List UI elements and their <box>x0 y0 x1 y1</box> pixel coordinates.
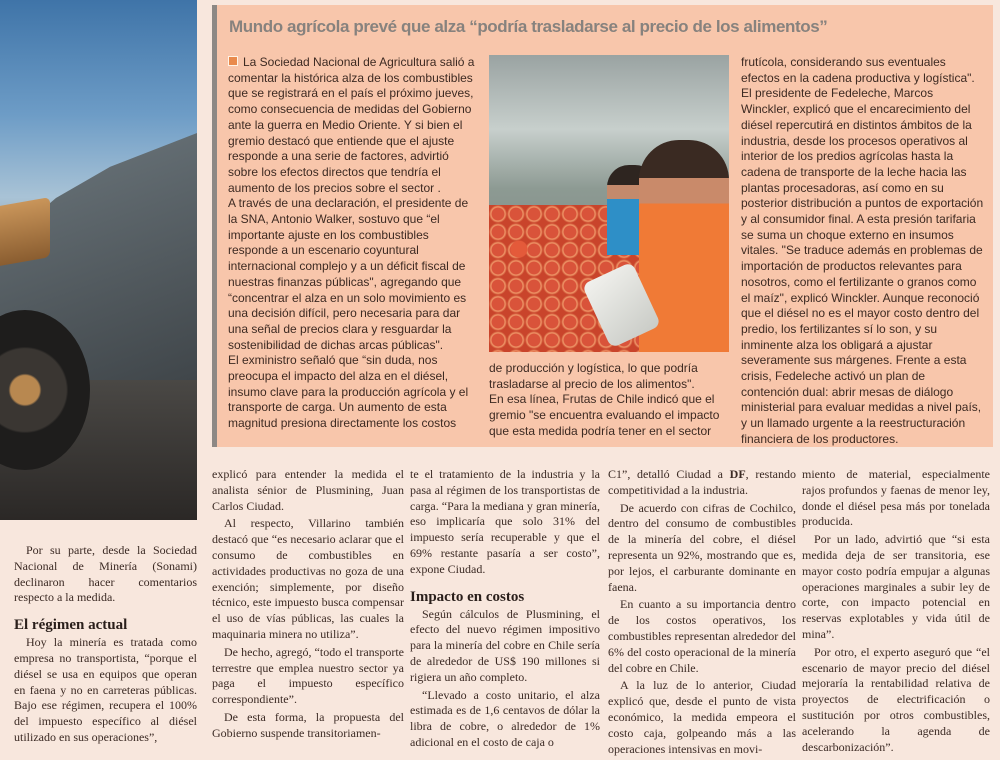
section-heading: El régimen actual <box>14 617 128 634</box>
article-column-3 <box>410 467 600 753</box>
article-paragraph: “Llevado a costo unitario, el alza estimada es de 1,6 centavos de dólar la libra de cobre, o alrededor de 1% adicional en el costo de caja o <box>410 687 600 749</box>
article-paragraph: En cuanto a su importancia dentro de los costos operativos, los combustibles representan alrededor del 6% del costo operacional de la minería del cobre en Chile. <box>608 597 796 675</box>
publication-name: DF <box>729 467 746 481</box>
sidebar-paragraph: A través de una declaración, el presidente de la SNA, Antonio Walker, sostuvo que “el importante ajuste en los combustibles responde a un escenario coyuntural internacional complejo y a un déficit fiscal de nuestras finanzas públicas", agregando que “concentrar el alza en un solo movimiento es una decisión difícil, pero necesaria para dar una señal de precios clara y resguardar la sostenibilidad de dichas arcas públicas". <box>228 196 469 352</box>
sidebar-paragraph: El exministro señaló que “sin duda, nos preocupa el impacto del alza en el diésel, insumo clave para la producción agrícola y el transporte de carga. Un aumento de esta magnitud presiona directamente los costos <box>228 353 469 431</box>
sidebar-box <box>212 5 993 447</box>
article-paragraph <box>608 467 796 499</box>
article-paragraph: Al respecto, Villarino también destacó que “es necesario aclarar que el consumo de combustibles en actividades productivas no goza de una exención; simplemente, por diseño técnico, este impuesto busca compensar el uso de vías públicas, las cuales la maquinaria minera no utiliza”. <box>212 516 404 641</box>
article-paragraph: De hecho, agregó, “todo el transporte terrestre que emplea nuestro sector ya paga el impuesto específico correspondiente”. <box>212 644 404 707</box>
sidebar-title: Mundo agrícola prevé que alza “podría trasladarse al precio de los alimentos” <box>229 17 828 36</box>
article-paragraph: De esta forma, la propuesta del Gobierno suspende transitoriamen- <box>212 709 404 740</box>
article-paragraph: Por su parte, desde la Sociedad Nacional de Minería (Sonami) declinaron hacer comentarios respecto a la medida. <box>14 543 197 605</box>
fruit-packing-photo <box>489 55 729 352</box>
text-run: , restando competitividad a la industria. <box>608 467 796 497</box>
article-paragraph: Hoy la minería es tratada como empresa no transportista, “porque el diésel se usa en equipos que operan en faena y no en carreteras públicas. Bajo ese régimen, recupera el 100% del impuesto específico al diésel utilizado en sus operaciones”, <box>14 635 197 744</box>
bullet-square-icon <box>228 56 238 66</box>
article-paragraph: Según cálculos de Plusmining, el efecto del nuevo régimen impositivo para la minería del cobre en Chile sería de alrededor de US$ 190 millones si rigiera un año completo. <box>410 606 600 684</box>
text-run: C1”, detalló Ciudad a <box>608 467 730 481</box>
sidebar-paragraph <box>228 55 478 196</box>
sidebar-paragraph: de producción y logística, lo que podría trasladarse al precio de los alimentos". <box>489 361 698 391</box>
article-column-4 <box>608 467 796 759</box>
article-paragraph: Por un lado, advirtió que “si esta medida deja de ser transitoria, ese mayor costo podría empujar a algunas operaciones marginales a subir ley de corte, con impacto potencial en reservas explotables y vida útil de mina”. <box>802 532 990 641</box>
sidebar-column-1 <box>228 55 478 432</box>
sidebar-paragraph: frutícola, considerando sus eventuales efectos en la cadena productiva y logística". <box>741 55 975 85</box>
section-heading: Impacto en costos <box>410 588 525 605</box>
article-column-1 <box>14 543 197 748</box>
sidebar-column-2 <box>489 361 733 440</box>
article-paragraph: te el tratamiento de la industria y la pasa al régimen de los transportistas de carga. “Para la mediana y gran minería, eso implicaría que solo 31% del impuesto sería recuperable y que el 69% restante pasaría a ser costo”, expone Ciudad. <box>410 467 600 576</box>
article-paragraph: Por otro, el experto aseguró que “el escenario de mayor precio del diésel mejoraría la rentabilidad relativa de proyectos de electrificación o sustitución por otros combustibles, acelerando la agenda de descarbonización”. <box>802 644 990 754</box>
article-paragraph: A la luz de lo anterior, Ciudad explicó que, desde el punto de vista económico, la medida empeora el costo caja, golpeando más a las operaciones intensivas en movi- <box>608 678 796 756</box>
article-column-2 <box>212 467 404 744</box>
article-paragraph: miento de material, especialmente rajos profundos y faenas de menor ley, donde el diésel pesa más por tonelada producida. <box>802 467 990 529</box>
article-column-5 <box>802 467 990 757</box>
sidebar-column-3 <box>741 55 985 448</box>
article-paragraph: De acuerdo con cifras de Cochilco, dentro del consumo de combustibles de la minería del cobre, el diésel representa un 92%, mostrando que es, por lejos, el carburante dominante en faena. <box>608 500 796 594</box>
sidebar-paragraph: El presidente de Fedeleche, Marcos Winckler, explicó que el encarecimiento del diésel repercutirá en distintos ámbitos de la industria, desde los procesos operativos al interior de los predios agrícolas hasta la cadena de transporte de la leche hacia las plantas procesadoras, así como en su posterior distribución a puntos de exportación y al consumidor final. A esta presión tarifaria se suma un choque externo en insumos vitales. "Se traduce además en problemas de importación de productos relevantes para nosotros, como el fertilizante o granos como el maíz", explicó Winckler. Aunque reconoció que el diésel no es el mayor costo dentro del predio, los fertilizantes sí lo son, y su inminente alza los obligará a ajustar severamente sus márgenes. Frente a esta crisis, Fedeleche activó un plan de contención dual: abrir mesas de diálogo ministerial para evaluar medidas a nivel país, y un llamado urgente a la reestructuración financiera de los productores. <box>741 86 984 446</box>
mining-truck-photo <box>0 0 197 520</box>
sidebar-paragraph: En esa línea, Frutas de Chile indicó que el gremio "se encuentra evaluando el impacto que esta medida podría tener en el sector <box>489 392 720 438</box>
article-paragraph: explicó para entender la medida el analista sénior de Plusmining, Juan Carlos Ciudad. <box>212 467 404 513</box>
paragraph-text: La Sociedad Nacional de Agricultura salió a comentar la histórica alza de los combustibles que se registrará en el país el próximo jueves, como consecuencia de medidas del Gobierno ante la guerra en Medio Oriente. Y si bien el gremio destacó que entiende que el ajuste responde a una serie de factores, advirtió sobre los efectos directos que tendría el aumento de los precios sobre el sector . <box>228 55 475 195</box>
